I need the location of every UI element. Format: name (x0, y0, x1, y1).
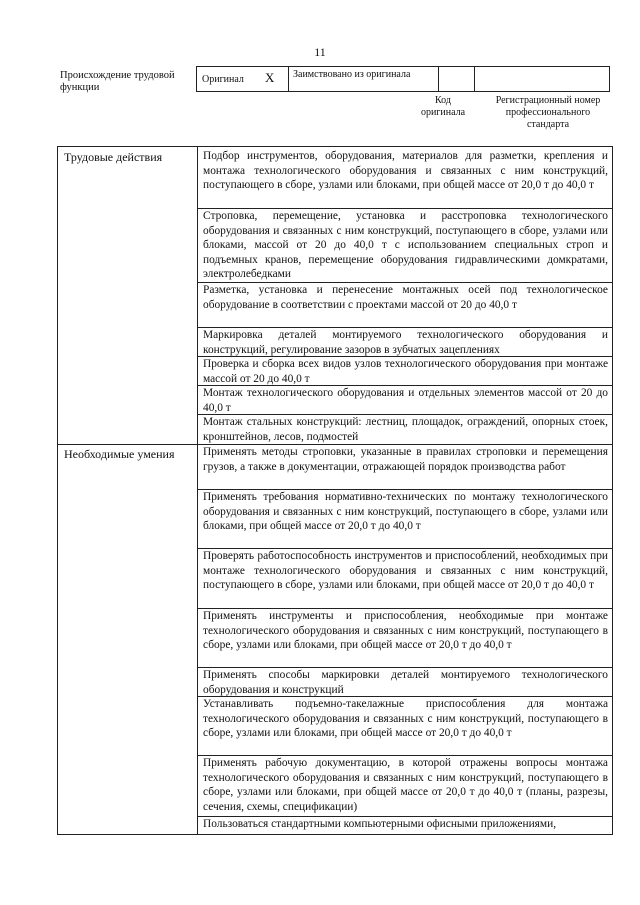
reg-number-cell (475, 67, 609, 91)
action-item: Монтаж технологического оборудования и отдельных элементов массой от 20 до 40,0 т (203, 387, 608, 414)
function-table (57, 146, 613, 835)
origin-table (196, 66, 610, 92)
code-cell (439, 67, 475, 91)
skill-item: Применять рабочую документацию, в которой отражены вопросы монтажа технологического оборудования и связанных с ним конструкций, поступающего в сборе, узлами или блоками, при общей массе от 20,0 т до 40,0 т (планы, разрезы, сечения, схемы, спецификации) (203, 757, 608, 813)
column-divider (197, 147, 198, 834)
action-item: Разметка, установка и перенесение монтажных осей под технологическое оборудование в соответствии с проектами массой от 20 до 40,0 т (203, 284, 608, 311)
action-item: Маркировка деталей монтируемого технологического оборудования и конструкций, регулирование зазоров в зубчатых зацеплениях (203, 329, 608, 356)
action-item: Подбор инструментов, оборудования, материалов для разметки, крепления и монтажа технологического оборудования и связанных с ним конструкций, поступающего в сборе, узлами или блоками, при общей массе от 20,0 т до 40,0 т (203, 150, 608, 192)
action-item: Строповка, перемещение, установка и расстроповка технологического оборудования и связанных с ним конструкций, поступающего в сборе, узлами или блоками, массой от 20 до 40,0 т с использованием специальных строп и подъемных кранов, перемещение оборудования гидравлическими домкратами, электролебедками (203, 210, 608, 281)
skill-item: Пользоваться стандартными компьютерными офисными приложениями, (203, 818, 557, 830)
skill-item: Применять способы маркировки деталей монтируемого технологического оборудования и конструкций (203, 669, 608, 696)
action-item: Проверка и сборка всех видов узлов технологического оборудования при монтаже массой от 20 до 40,0 т (203, 358, 608, 385)
original-mark: X (265, 70, 275, 85)
action-item: Монтаж стальных конструкций: лестниц, площадок, ограждений, опорных стоек, кронштейнов, лесов, подмостей (203, 416, 608, 443)
reg-caption: Регистрационный номер профессионального стандарта (495, 95, 601, 130)
label-required-skills: Необходимые умения (64, 447, 175, 461)
skill-item: Проверять работоспособность инструментов и приспособлений, необходимых при монтаже технологического оборудования и связанных с ним конструкций, поступающего в сборе, узлами или блоками, при общей массе от 20,0 т до 40,0 т (203, 550, 608, 592)
skill-item: Устанавливать подъемно-такелажные приспособления для монтажа технологического оборудования и связанных с ним конструкций, поступающего в сборе, узлами или блоками, при общей массе от 20,0 т до 40,0 т (203, 698, 608, 740)
skill-item: Применять методы строповки, указанные в правилах строповки и перемещения грузов, а также в документации, отражающей порядок производства работ (203, 446, 608, 473)
skill-item: Применять инструменты и приспособления, необходимые при монтаже технологического оборудования и связанных с ним конструкций, поступающего в сборе, узлами или блоками, при общей массе от 20,0 т до 40,0 т (203, 610, 608, 652)
skill-item: Применять требования нормативно-технических по монтажу технологического оборудования и связанных с ним конструкций, поступающего в сборе, узлами или блоками, при общей массе от 20,0 т до 40,0 т (203, 491, 608, 533)
code-caption: Код оригинала (420, 95, 466, 118)
original-cell (197, 67, 289, 91)
page-number: 11 (314, 45, 326, 59)
borrowed-label: Заимствовано из оригинала (289, 67, 439, 91)
label-labor-actions: Трудовые действия (64, 150, 163, 164)
origin-label: Происхождение трудовой функции (60, 70, 175, 93)
original-label: Оригинал (202, 74, 244, 85)
